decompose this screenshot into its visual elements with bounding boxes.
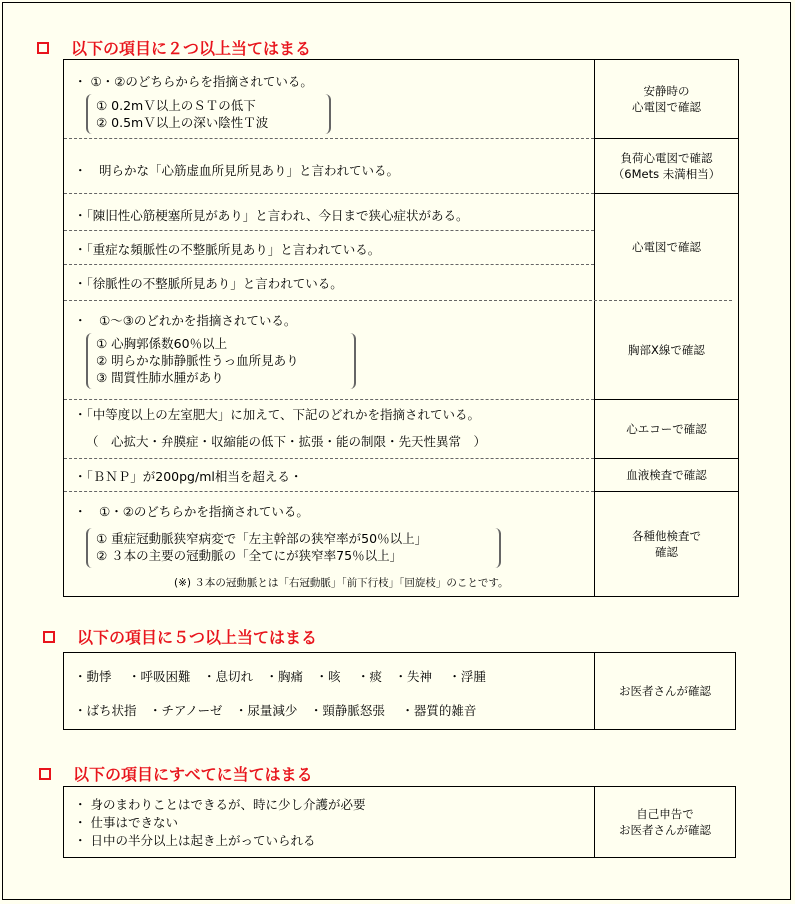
row4-check: 胸部X線で確認: [595, 300, 738, 400]
checkbox-square-icon: [43, 631, 55, 643]
row3-check: 心電図で確認: [632, 239, 701, 254]
row4-item-1: ① 心胸郭係数60％以上: [96, 336, 228, 351]
row7-item-2: ② ３本の主要の冠動脈の「全てにが狭窄率75％以上」: [96, 548, 403, 563]
row3-lead-2: ・「重症な頻脈性の不整脈所見あり」と言われている。: [74, 242, 381, 257]
checkbox-square-icon: [37, 42, 49, 54]
divider: [64, 458, 594, 459]
divider: [64, 399, 594, 400]
row6-check: 血液検査で確認: [595, 458, 738, 492]
section2-title: 以下の項目に５つ以上当てはまる: [77, 628, 318, 647]
daily-life-line-1: ・ 身のまわりことはできるが、時に少し介護が必要: [74, 797, 366, 812]
row1-lead: ・ ①・②のどちらからを指摘されている。: [74, 74, 313, 89]
daily-life-line-2: ・ 仕事はできない: [74, 815, 178, 830]
row1-item-1: ① 0.2mＶ以上のＳＴの低下: [96, 98, 256, 113]
section1-title: 以下の項目に２つ以上当てはまる: [71, 39, 312, 58]
section3-heading: [39, 762, 313, 785]
row1-check: 安静時の 心電図で確認: [595, 60, 738, 139]
row4-lead: ・ ①〜③のどれかを指摘されている。: [74, 313, 297, 328]
row5-sub: （ 心拡大・弁膜症・収縮能の低下・拡張・能の制限・先天性異常 ）: [86, 434, 487, 449]
row7-lead: ・ ①・②のどちらかを指摘されている。: [74, 504, 309, 519]
daily-life-cell: [64, 787, 595, 858]
row3-lead-1: ・「陳旧性心筋梗塞所見があり」と言われ、今日まで狭心症状がある。: [74, 208, 469, 223]
criteria-cell: [64, 60, 595, 597]
checkbox-square-icon: [39, 768, 51, 780]
section3-table: [63, 786, 736, 858]
section2-check: お医者さんが確認: [595, 653, 736, 730]
row3-lead-3: ・「徐脈性の不整脈所見あり」と言われている。: [74, 276, 343, 291]
section1-table: [63, 59, 739, 597]
row4-item-3: ③ 間質性肺水腫があり: [96, 370, 224, 385]
row2-check: 負荷心電図で確認 （6Mets 未満相当）: [595, 138, 738, 194]
divider: [64, 264, 594, 265]
symptoms-line-1: ・動悸 ・呼吸困難 ・息切れ ・胸痛 ・咳 ・痰 ・失神 ・浮腫: [74, 669, 486, 684]
row5-check: 心エコーで確認: [595, 399, 738, 459]
row7-note: (※) ３本の冠動脈とは「右冠動脈」「前下行枝」「回旋枝」のことです。: [174, 577, 509, 589]
section3-check: 自己申告で お医者さんが確認: [595, 787, 736, 858]
row4-item-2: ② 明らかな肺静脈性うっ血所見あり: [96, 353, 299, 368]
row6-lead: ・「ＢＮＰ」が200pg/ml相当を超える・: [74, 469, 303, 484]
symptoms-cell: [64, 653, 595, 730]
divider: [64, 138, 594, 139]
daily-life-line-3: ・ 日中の半分以上は起き上がっていられる: [74, 833, 316, 848]
row2-lead: ・ 明らかな「心筋虚血所見所見あり」と言われている。: [74, 163, 400, 178]
check-method-cell: [595, 60, 739, 597]
section3-title: 以下の項目にすべてに当てはまる: [73, 765, 313, 784]
divider: [64, 491, 594, 492]
row7-check: 各種他検査で 確認: [632, 528, 701, 559]
divider: [64, 193, 594, 194]
divider: [64, 230, 594, 231]
row5-lead: ・「中等度以上の左室肥大」に加えて、下記のどれかを指摘されている。: [74, 407, 481, 422]
row1-item-2: ② 0.5mＶ以上の深い陰性Ｔ波: [96, 115, 269, 130]
section1-heading: [37, 36, 311, 59]
symptoms-line-2: ・ばち状指 ・チアノーゼ ・尿量減少 ・頸静脈怒張 ・器質的雑音: [74, 703, 477, 718]
row7-item-1: ① 重症冠動脈狭窄病変で「左主幹部の狭窄率が50％以上」: [96, 531, 428, 546]
section2-heading: [43, 625, 317, 648]
section2-table: [63, 652, 736, 730]
